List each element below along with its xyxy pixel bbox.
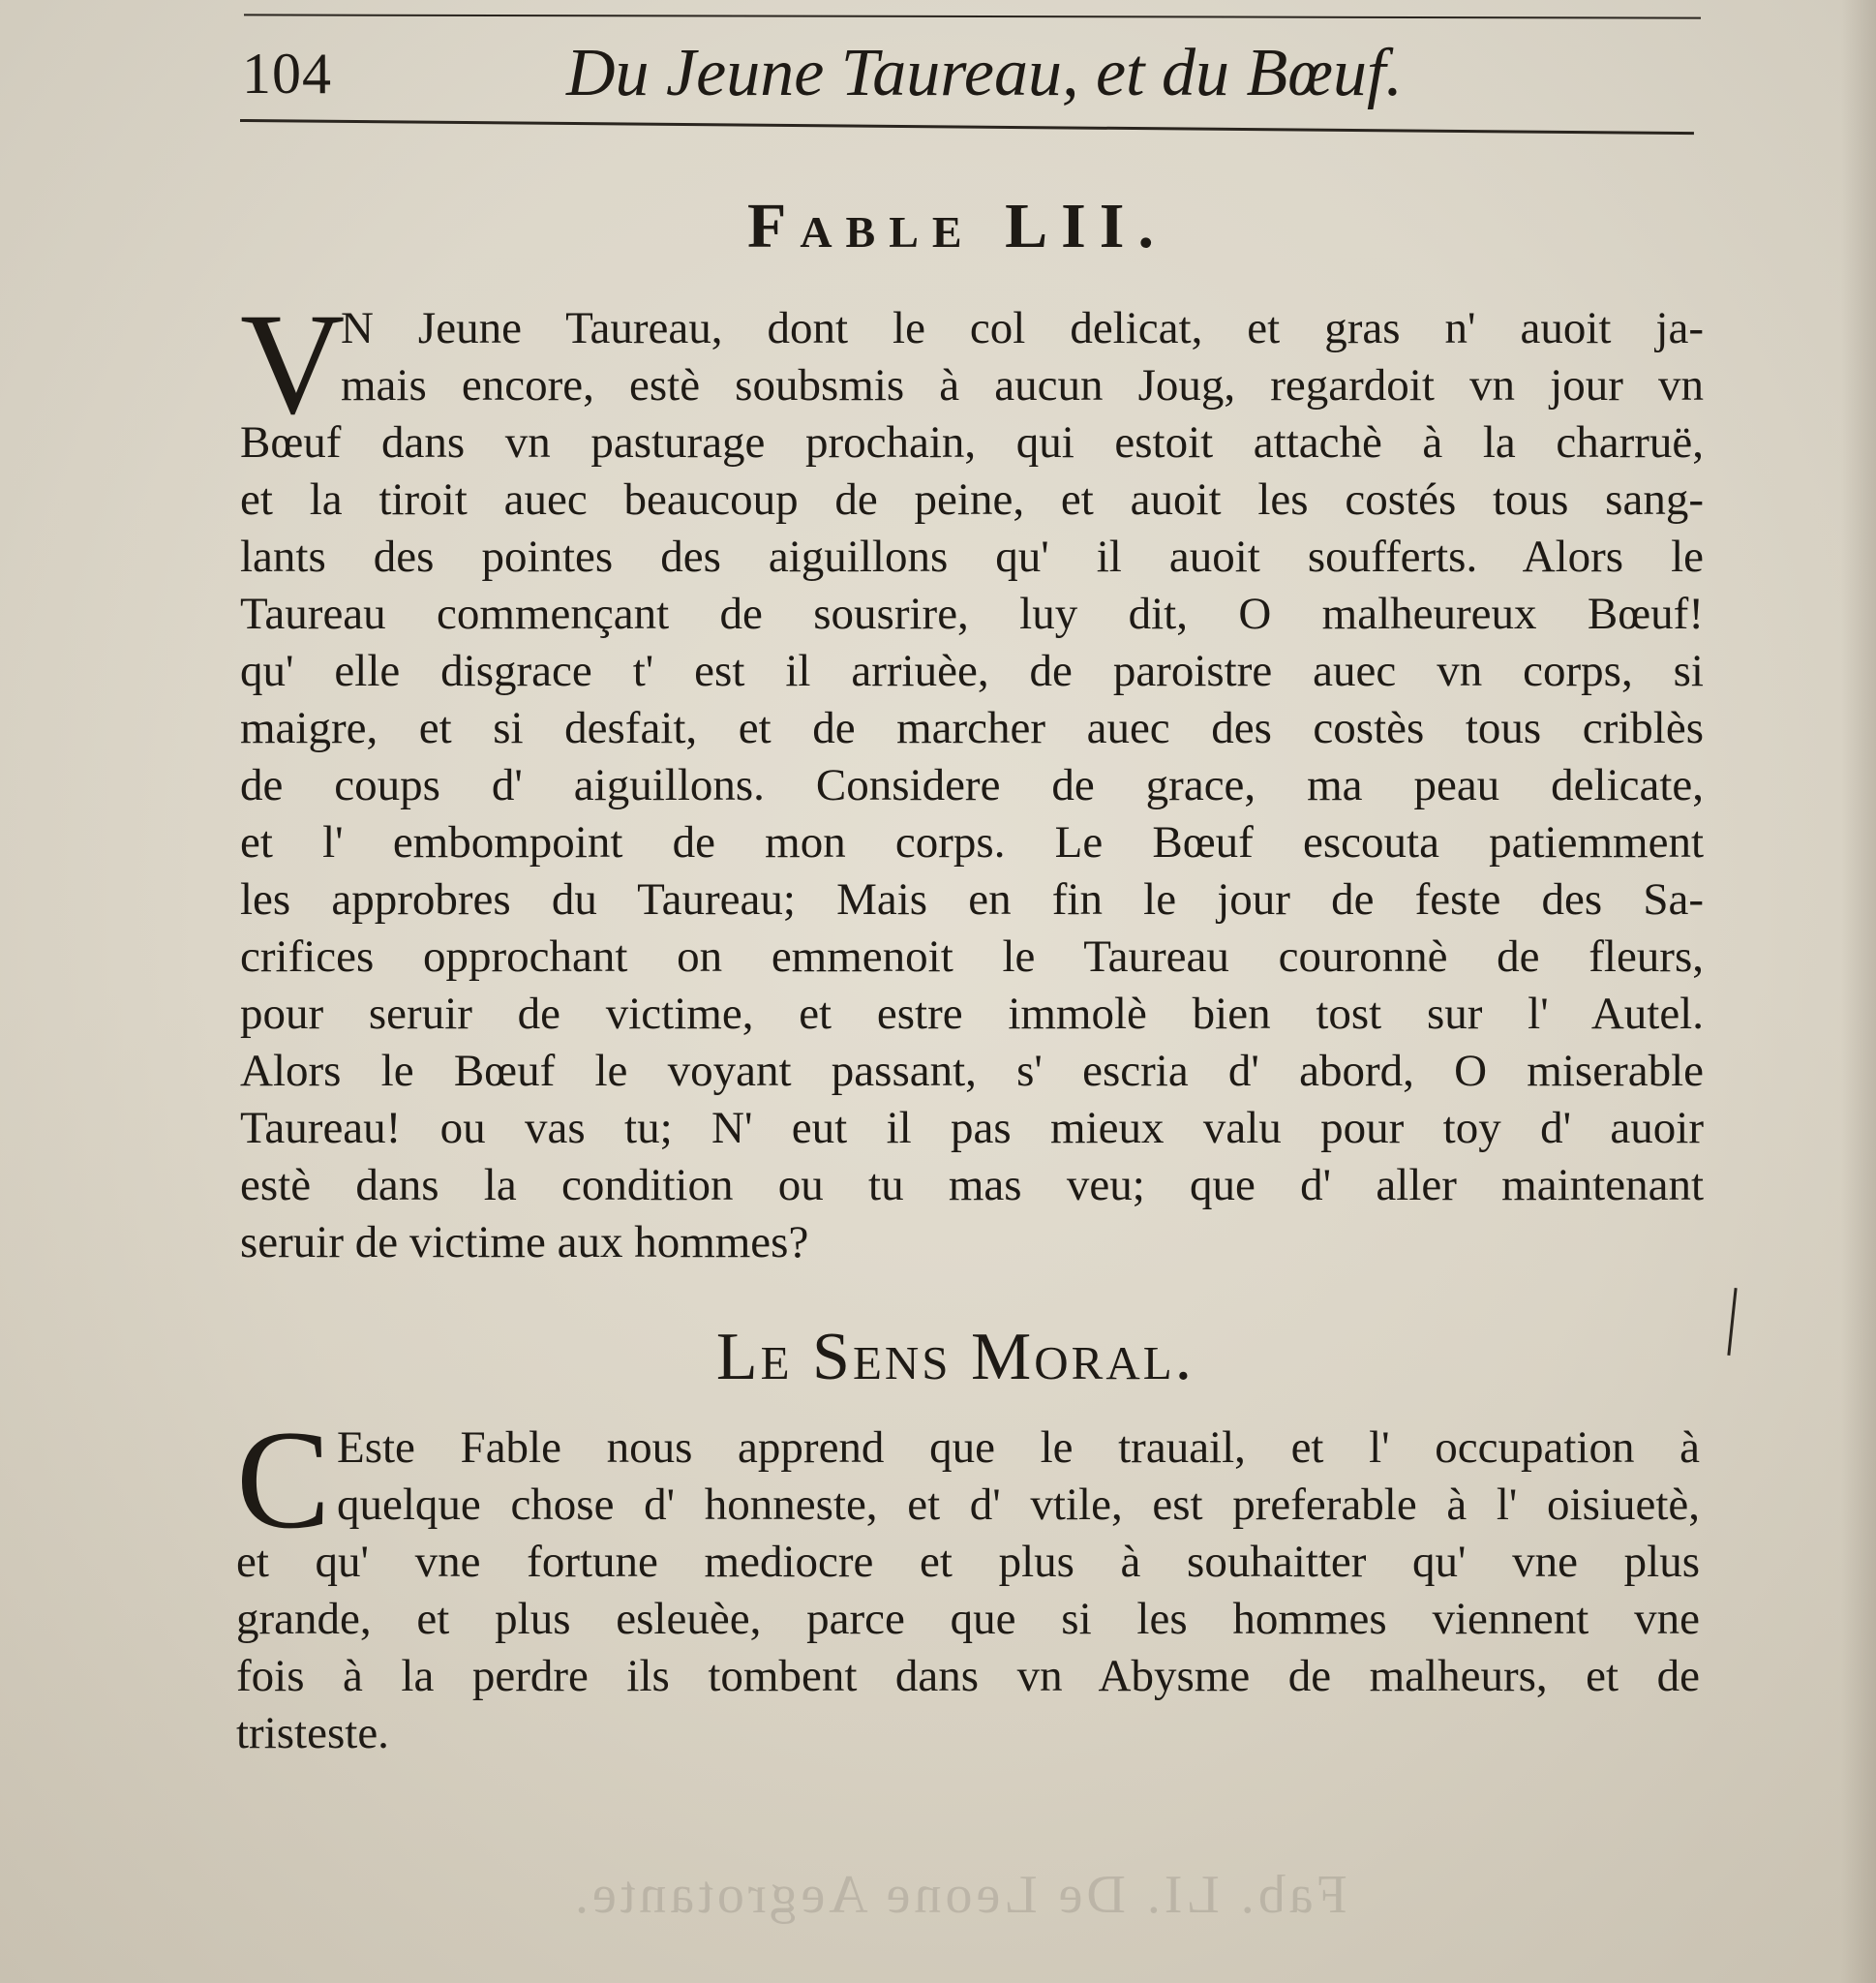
fable-line: de coups d' aiguillons. Considere de grace, ma peau delicate, — [240, 760, 1704, 810]
fable-title: Fable LII. — [747, 191, 1167, 261]
moral-text — [236, 1401, 1700, 1762]
fable-line: et l' embompoint de mon corps. Le Bœuf escouta patiemment — [240, 817, 1704, 868]
fable-line: lants des pointes des aiguillons qu' il auoit soufferts. Alors le — [240, 532, 1704, 582]
page-number: 104 — [242, 42, 332, 106]
fable-line: Bœuf dans vn pasturage prochain, qui estoit attachè à la charruë, — [240, 417, 1704, 468]
moral-line: quelque chose d' honneste, et d' vtile, est preferable à l' oisiuetè, — [337, 1480, 1700, 1530]
moral-line: fois à la perdre ils tombent dans vn Abysme de malheurs, et de — [236, 1651, 1700, 1701]
fable-line: estè dans la condition ou tu mas veu; que d' aller maintenant — [240, 1160, 1704, 1210]
fable-text — [240, 284, 1704, 1271]
fable-line: et la tiroit auec beaucoup de peine, et auoit les costés tous sang- — [240, 474, 1704, 525]
fable-line: N Jeune Taureau, dont le col delicat, et gras n' auoit ja- — [341, 303, 1704, 353]
fable-line: seruir de victime aux hommes? — [240, 1217, 809, 1267]
running-title: Du Jeune Taureau, et du Bœuf. — [566, 36, 1403, 110]
running-head — [242, 29, 1694, 116]
fable-dropcap: V — [240, 284, 346, 444]
fable-line: Alors le Bœuf le voyant passant, s' escria d' abord, O miserable — [240, 1046, 1704, 1096]
moral-title: Le Sens Moral. — [715, 1320, 1195, 1394]
fable-line: les approbres du Taureau; Mais en fin le jour de feste des Sa- — [240, 874, 1704, 925]
top-rule — [244, 14, 1701, 18]
moral-line: et qu' vne fortune mediocre et plus à souhaitter qu' vne plus — [236, 1537, 1700, 1587]
fable-line: maigre, et si desfait, et de marcher auec des costès tous criblès — [240, 703, 1704, 753]
moral-line: tristeste. — [236, 1708, 389, 1758]
fable-line: mais encore, estè soubsmis à aucun Joug, regardoit vn jour vn — [341, 360, 1704, 411]
fable-line: pour seruir de victime, et estre immolè bien tost sur l' Autel. — [240, 989, 1704, 1039]
show-through-text: Fab. LI. De Leone Aegrotante. — [571, 1865, 1347, 1925]
page-edge-shadow — [1841, 0, 1876, 1983]
fable-line: Taureau! ou vas tu; N' eut il pas mieux valu pour toy d' auoir — [240, 1103, 1704, 1153]
moral-line: grande, et plus esleuèe, parce que si les hommes viennent vne — [236, 1594, 1700, 1644]
fable-line: Taureau commençant de sousrire, luy dit, O malheureux Bœuf! — [240, 589, 1704, 639]
moral-dropcap: C — [236, 1401, 331, 1558]
header-rule — [240, 119, 1694, 135]
moral-line: Este Fable nous apprend que le trauail, et l' occupation à — [337, 1422, 1700, 1473]
fable-line: qu' elle disgrace t' est il arriuèe, de paroistre auec vn corps, si — [240, 646, 1704, 696]
fable-line: crifices opprochant on emmenoit le Taureau couronnè de fleurs, — [240, 931, 1704, 982]
